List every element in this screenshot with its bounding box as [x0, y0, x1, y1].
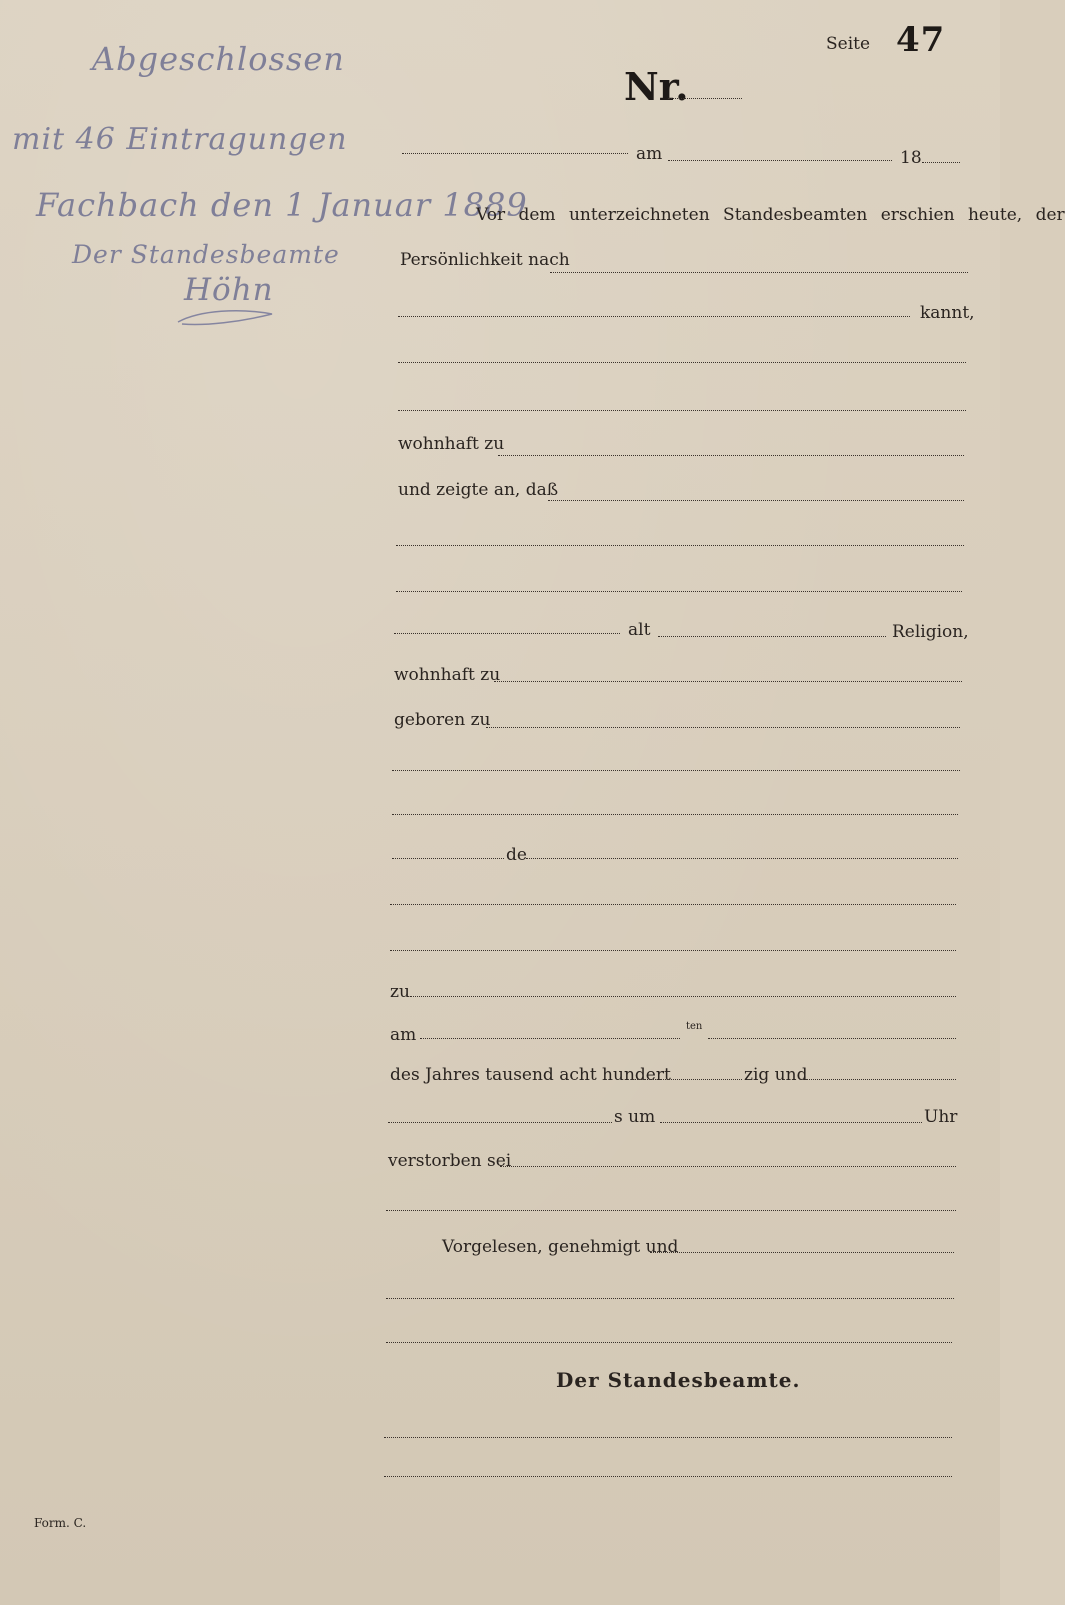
- death-date-label: am: [390, 1025, 417, 1045]
- birthplace-label: geboren zu: [394, 710, 491, 730]
- note-place-date: Fachbach den 1 Januar 1889: [36, 186, 528, 224]
- year-units-line: [800, 1079, 956, 1080]
- read-approved-label: Vorgelesen, genehmigt und: [442, 1237, 679, 1257]
- note-signature: Höhn: [184, 272, 274, 308]
- reported-line: [548, 500, 964, 501]
- age-line: [394, 633, 620, 634]
- note-closed: Abgeschlossen: [92, 40, 345, 78]
- blank-line-4: [396, 591, 962, 592]
- year-line: [922, 162, 960, 163]
- reported-label: und zeigte an, daß: [398, 480, 559, 500]
- death-month-line: [708, 1038, 956, 1039]
- blank-line-1: [398, 362, 966, 363]
- blank-line-6: [392, 814, 958, 815]
- signature-line-1: [384, 1437, 952, 1438]
- residence-line-2: [494, 681, 962, 682]
- read-approved-line: [650, 1252, 954, 1253]
- personality-line: [550, 272, 968, 273]
- time-prefix-line: [388, 1122, 612, 1123]
- place-of-death-label: zu: [390, 982, 410, 1002]
- age-label: alt: [628, 620, 651, 640]
- signature-line-2: [384, 1476, 952, 1477]
- zig-und-label: zig und: [744, 1065, 808, 1085]
- blank-line-10: [386, 1298, 954, 1299]
- de-line-left: [392, 858, 504, 859]
- form-code: Form. C.: [34, 1516, 87, 1530]
- signature-flourish: [170, 300, 280, 330]
- residence-line: [498, 455, 964, 456]
- de-line-right: [526, 858, 958, 859]
- ordinal-suffix: ten: [686, 1021, 703, 1032]
- year-tens-line: [632, 1079, 742, 1080]
- blank-line-11: [386, 1342, 952, 1343]
- residence-label-2: wohnhaft zu: [394, 665, 501, 685]
- year-prefix: 18: [900, 148, 922, 168]
- blank-line-3: [396, 545, 964, 546]
- date-line-1: [402, 153, 628, 154]
- religion-line: [658, 636, 886, 637]
- blank-line-2: [398, 410, 966, 411]
- de-label: de: [506, 845, 527, 865]
- s-um-label: s um: [614, 1107, 656, 1127]
- entry-number-label: Nr.: [624, 64, 689, 109]
- note-official-title: Der Standesbeamte: [72, 240, 340, 269]
- note-entries: mit 46 Eintragungen: [12, 122, 348, 157]
- time-line: [660, 1122, 922, 1123]
- personality-label: Persönlichkeit nach: [400, 250, 570, 270]
- religion-label: Religion,: [892, 622, 969, 642]
- deceased-line: [500, 1166, 956, 1167]
- residence-label: wohnhaft zu: [398, 434, 505, 454]
- registrar-heading: Der Standesbeamte.: [556, 1368, 801, 1392]
- blank-line-7: [390, 904, 956, 905]
- blank-line-8: [390, 950, 956, 951]
- year-text-label: des Jahres tausend acht hundert: [390, 1065, 671, 1085]
- blank-line-5: [392, 770, 960, 771]
- kannt-line: [398, 316, 910, 317]
- uhr-label: Uhr: [924, 1107, 958, 1127]
- kannt-label: kannt,: [920, 303, 975, 323]
- page-label: Seite: [826, 34, 871, 54]
- date-line-2: [668, 160, 892, 161]
- intro-text: Vor dem unterzeichneten Standesbeamten erschien heute, der: [476, 205, 1065, 225]
- page-number: 47: [896, 20, 946, 60]
- deceased-label: verstorben sei: [388, 1151, 512, 1171]
- birthplace-line: [486, 727, 960, 728]
- place-of-death-line: [410, 996, 956, 997]
- am-label: am: [636, 144, 663, 164]
- entry-number-line: [668, 98, 742, 99]
- blank-line-9: [386, 1210, 956, 1211]
- death-day-line: [420, 1038, 680, 1039]
